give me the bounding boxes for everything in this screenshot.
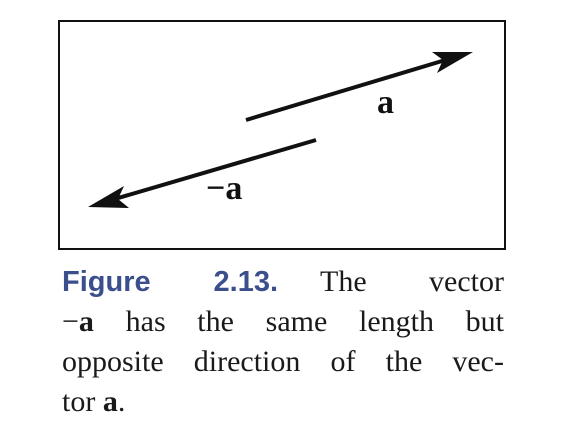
caption-text-3: opposite direction of the vec- xyxy=(62,345,504,378)
vector-neg-a-label: −a xyxy=(206,170,243,207)
caption-line-3 xyxy=(62,342,504,382)
caption-line-1 xyxy=(62,262,504,302)
caption-text-1: The vector xyxy=(320,265,504,298)
caption-line-2 xyxy=(62,302,504,342)
caption-line-4 xyxy=(62,382,504,422)
caption-text-2: has the same length but xyxy=(125,305,505,338)
figure-number-label: Figure 2.13. xyxy=(62,266,279,298)
caption-bold-a: a xyxy=(78,305,94,338)
caption-minus-sign: − xyxy=(62,305,79,338)
vector-a-shaft xyxy=(246,58,452,120)
caption-text-4: tor xyxy=(62,385,96,418)
caption-bold-a-2: a xyxy=(102,385,118,418)
figure-caption xyxy=(62,262,504,422)
caption-period: . xyxy=(117,385,126,418)
vector-a-label: a xyxy=(377,84,394,121)
